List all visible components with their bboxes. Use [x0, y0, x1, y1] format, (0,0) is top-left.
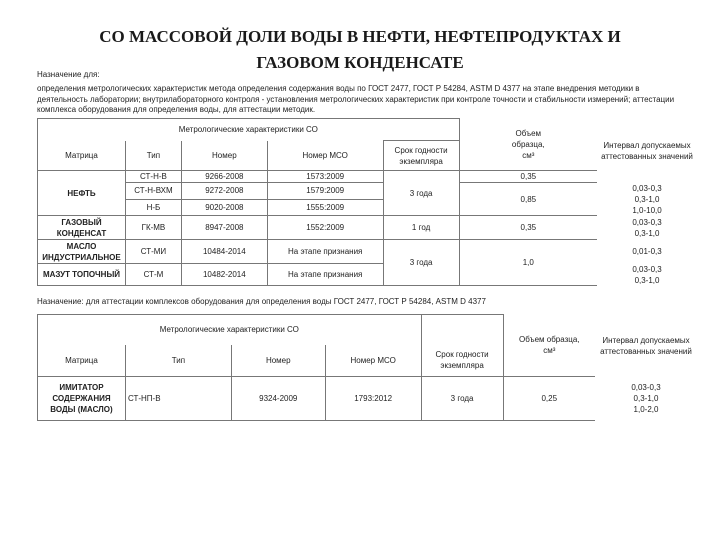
- note-2: Назначение: для аттестации комплексов оборудования для определения воды ГОСТ 2477, ГОСТ Р 54284, ASTM D 4377: [37, 297, 486, 306]
- table1-col-volume: Объем образца, см³: [511, 128, 545, 160]
- imitator-shelf: 3 года: [421, 377, 503, 421]
- oil-mso-2: 1579:2009: [267, 183, 383, 200]
- page-title-line-2: ГАЗОВОМ КОНДЕНСАТЕ: [256, 53, 464, 72]
- oil-interval: 0,03-0,3 0,3-1,0 1,0-10,0: [632, 183, 662, 215]
- table1-col-number: Номер: [181, 141, 267, 171]
- oil-type-1: СТ-Н-В: [125, 171, 181, 183]
- table1-col-shelf: Срок годности экземпляра: [383, 141, 459, 171]
- oil-shelf: 3 года: [383, 171, 459, 216]
- page-title-line-1: СО МАССОВОЙ ДОЛИ ВОДЫ В НЕФТИ, НЕФТЕПРОДУКТАХ И: [99, 27, 621, 46]
- reference-materials-table-2: [37, 314, 697, 421]
- maz-type: СТ-М: [125, 264, 181, 286]
- table2-col-type: Тип: [125, 345, 231, 377]
- oil-type-2: СТ-Н-ВХМ: [125, 183, 181, 200]
- oil-number-1: 9266-2008: [181, 171, 267, 183]
- oil-matrix: НЕФТЬ: [38, 171, 126, 216]
- table1-col-matrix: Матрица: [38, 141, 126, 171]
- ind-mso: На этапе признания: [267, 240, 383, 264]
- oil-mso-3: 1555:2009: [267, 199, 383, 216]
- shared-shelf: 3 года: [383, 240, 459, 286]
- reference-materials-table-1: [37, 118, 697, 286]
- gas-type: ГК-МВ: [125, 216, 181, 240]
- gas-shelf: 1 год: [383, 216, 459, 240]
- ind-type: СТ-МИ: [125, 240, 181, 264]
- table1-col-interval: Интервал допускаемых аттестованных значений: [601, 140, 693, 161]
- imitator-mso: 1793:2012: [325, 377, 421, 421]
- table2-col-interval: Интервал допускаемых аттестованных значений: [600, 335, 692, 356]
- table1-col-mso: Номер МСО: [267, 141, 383, 171]
- ind-interval: 0,01-0,3: [632, 247, 662, 256]
- gas-mso: 1552:2009: [267, 216, 383, 240]
- maz-mso: На этапе признания: [267, 264, 383, 286]
- gas-number: 8947-2008: [181, 216, 267, 240]
- table1-header-group: Метрологические характеристики СО: [38, 119, 460, 141]
- oil-number-3: 9020-2008: [181, 199, 267, 216]
- table2-col-number: Номер: [231, 345, 325, 377]
- purpose-text: определения метрологических характеристик метода определения содержания воды по ГОСТ 2477, ГОСТ Р 54284, ASTM D 4377 на этапе внедрения методики в деятельность лаборатории; внутрилабораторного контроля - установления метрологических характеристик при контроле точности и стабильности измерений; аттестации комплекса оборудования для определения воды, для аттестации методик.: [37, 84, 675, 114]
- gas-interval: 0,03-0,3 0,3-1,0: [632, 217, 662, 238]
- imitator-volume: 0,25: [503, 377, 595, 421]
- ind-matrix: МАСЛО ИНДУСТРИАЛЬНОЕ: [38, 240, 126, 264]
- table2-col-shelf: Срок годности экземпляра: [421, 345, 503, 377]
- imitator-type: СТ-НП-В: [125, 377, 231, 421]
- page-title: [20, 24, 700, 76]
- oil-mso-1: 1573:2009: [267, 171, 383, 183]
- table1-col-type: Тип: [125, 141, 181, 171]
- oil-type-3: Н-Б: [125, 199, 181, 216]
- oil-volume-1: 0,35: [459, 171, 597, 183]
- oil-number-2: 9272-2008: [181, 183, 267, 200]
- imitator-interval: 0,03-0,3 0,3-1,0 1,0-2,0: [631, 383, 661, 414]
- maz-matrix: МАЗУТ ТОПОЧНЫЙ: [38, 264, 126, 286]
- maz-interval: 0,03-0,3 0,3-1,0: [632, 264, 662, 285]
- table2-header-group: Метрологические характеристики СО: [38, 315, 422, 345]
- gas-volume: 0,35: [459, 216, 597, 240]
- imitator-number: 9324-2009: [231, 377, 325, 421]
- table2-col-mso: Номер МСО: [325, 345, 421, 377]
- ind-number: 10484-2014: [181, 240, 267, 264]
- shared-volume: 1,0: [459, 240, 597, 286]
- gas-matrix: ГАЗОВЫЙ КОНДЕНСАТ: [38, 216, 126, 240]
- oil-volume-2: 0,85: [459, 183, 597, 216]
- imitator-matrix: ИМИТАТОР СОДЕРЖАНИЯ ВОДЫ (МАСЛО): [38, 377, 126, 421]
- table2-col-matrix: Матрица: [38, 345, 126, 377]
- purpose-label: Назначение для:: [37, 70, 100, 79]
- table2-col-volume: Объем образца, см³: [519, 335, 580, 356]
- maz-number: 10482-2014: [181, 264, 267, 286]
